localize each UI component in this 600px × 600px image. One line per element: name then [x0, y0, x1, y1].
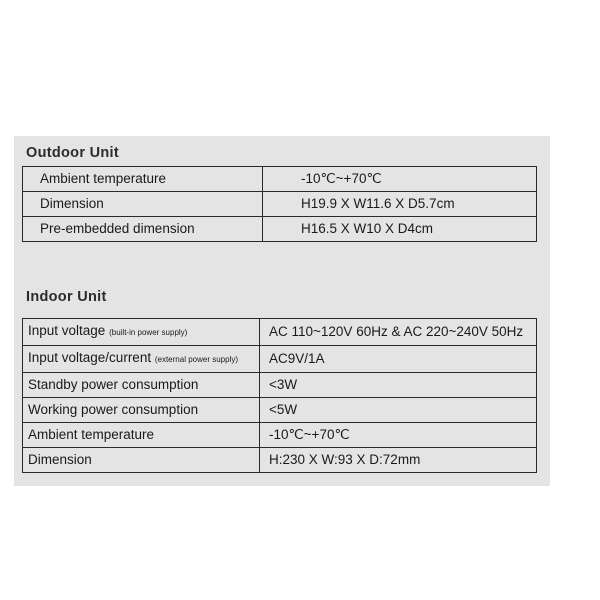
- table-row: [23, 192, 537, 217]
- table-row: [23, 217, 537, 242]
- table-row: [23, 346, 537, 373]
- table-row: [23, 448, 537, 473]
- spec-note: (built-in power supply): [109, 328, 188, 337]
- spec-value: AC 110~120V 60Hz & AC 220~240V 50Hz: [260, 319, 537, 346]
- spec-label: Dimension: [23, 448, 260, 473]
- spec-label: Input voltage: [28, 323, 106, 338]
- spec-label: Dimension: [23, 192, 263, 217]
- outdoor-spec-table: [22, 166, 537, 242]
- table-row: [23, 398, 537, 423]
- spec-label: Ambient temperature: [23, 167, 263, 192]
- spec-value: H16.5 X W10 X D4cm: [263, 217, 537, 242]
- table-row: [23, 319, 537, 346]
- spec-label: Ambient temperature: [23, 423, 260, 448]
- spec-note: (external power supply): [154, 355, 238, 364]
- spec-value: H19.9 X W11.6 X D5.7cm: [263, 192, 537, 217]
- spec-label: Input voltage/current: [28, 350, 152, 365]
- spec-label-cell: [23, 319, 260, 346]
- spec-value: <5W: [260, 398, 537, 423]
- spec-label: Standby power consumption: [23, 373, 260, 398]
- outdoor-unit-title: Outdoor Unit: [26, 145, 119, 161]
- spec-value: <3W: [260, 373, 537, 398]
- spec-value: H:230 X W:93 X D:72mm: [260, 448, 537, 473]
- table-row: [23, 423, 537, 448]
- spec-value: -10℃~+70℃: [260, 423, 537, 448]
- spec-label-cell: [23, 346, 260, 373]
- table-row: [23, 167, 537, 192]
- table-row: [23, 373, 537, 398]
- indoor-spec-table: [22, 318, 537, 473]
- spec-value: -10℃~+70℃: [263, 167, 537, 192]
- spec-label: Working power consumption: [23, 398, 260, 423]
- spec-label: Pre-embedded dimension: [23, 217, 263, 242]
- spec-value: AC9V/1A: [260, 346, 537, 373]
- indoor-unit-title: Indoor Unit: [26, 289, 107, 305]
- spec-panel: [14, 136, 550, 486]
